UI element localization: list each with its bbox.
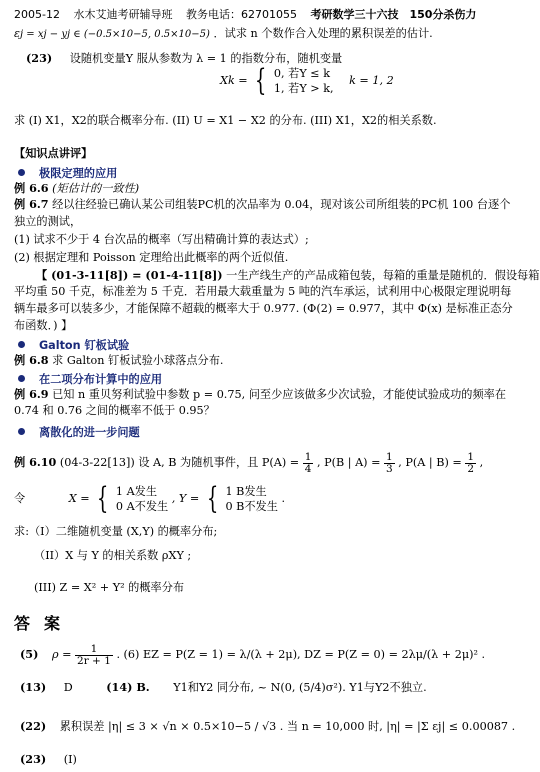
y-case-1: 1 B发生 xyxy=(225,485,267,498)
y-label: , Y = xyxy=(171,492,200,505)
header-school: 水木艾迪考研辅导班 xyxy=(73,8,173,21)
pab-text: , P(A | B) = xyxy=(398,456,462,469)
example-text: 求 Galton 钉板试验小球落点分布. xyxy=(52,354,224,367)
end-comma: , xyxy=(479,456,484,469)
xk-case-2: 1, 若Y > k, xyxy=(273,82,334,95)
example-6-9 xyxy=(14,387,506,402)
q23-text: 设随机变量Y 服从参数为 λ = 1 的指数分布，随机变量 xyxy=(69,52,343,65)
example-6-6 xyxy=(14,181,139,196)
bullet-icon xyxy=(18,169,25,176)
review-tag: 【知识点讲评】 xyxy=(14,146,93,160)
answer-22-text: 累积误差 |η| ≤ 3 × √n × 0.5×10−5 / √3 . 当 n = 10,000 时, |η| = |Σ εj| ≤ 0.00087 . xyxy=(59,720,516,733)
xk-case-1: 0, 若Y ≤ k xyxy=(273,67,330,80)
q23-number: (23) xyxy=(26,51,53,65)
example-label: 例 6.7 xyxy=(14,197,49,211)
example-6-7 xyxy=(14,197,510,212)
end-dot: . xyxy=(281,492,286,505)
answer-number: (5) xyxy=(20,647,39,661)
ling-text: 令 xyxy=(14,492,26,505)
header-title: 考研数学三十六技 150分杀伤力 xyxy=(310,8,477,21)
example-ref: (04-3-22[13]) xyxy=(59,456,135,469)
x-case-1: 1 A发生 xyxy=(115,485,158,498)
k-range: k = 1, 2 xyxy=(349,74,394,87)
bullet-icon xyxy=(18,341,25,348)
example-6-7-part2: (2) 根据定理和 Poisson 定理给出此概率的两个近似值. xyxy=(14,251,289,264)
brace-icon: { xyxy=(206,481,219,516)
y-cases xyxy=(225,484,277,514)
section-binomial xyxy=(18,371,162,387)
numerator: 1 xyxy=(75,644,113,656)
section-label: 离散化的进一步问题 xyxy=(39,426,140,439)
answer-number: (23) xyxy=(20,752,47,766)
fraction-pa xyxy=(303,452,314,475)
denominator: 2r + 1 xyxy=(77,654,111,667)
denominator: 2 xyxy=(467,462,475,475)
brace-icon: { xyxy=(255,63,267,98)
page-header xyxy=(14,6,529,22)
answer-13-text: D xyxy=(63,681,73,694)
answer-6-text: . (6) EZ = P(Z = 1) = λ/(λ + 2μ), DZ = P(Z = 0) = 2λμ/(λ + 2μ)² . xyxy=(116,648,486,661)
fraction-rho xyxy=(75,644,113,667)
answer-number: (14) B. xyxy=(106,680,150,694)
fraction-pba xyxy=(384,452,395,475)
section-label: 在二项分布计算中的应用 xyxy=(39,373,163,386)
note-ref: 【 (01-3-11[8]) = (01-4-11[8]) xyxy=(36,268,223,282)
example-6-10 xyxy=(14,449,483,476)
example-6-10-ask3: (III) Z = X² + Y² 的概率分布 xyxy=(34,581,185,594)
example-label: 例 6.9 xyxy=(14,387,49,401)
numerator: 1 xyxy=(386,450,393,463)
note-line-1 xyxy=(36,268,539,283)
x-cases xyxy=(116,484,168,514)
header-date: 2005-12 xyxy=(14,8,60,21)
example-label: 例 6.10 xyxy=(14,455,57,469)
xy-definition xyxy=(14,481,286,516)
example-6-8 xyxy=(14,353,223,368)
q23-stem xyxy=(14,51,342,66)
bullet-icon xyxy=(18,428,25,435)
answer-14-text: Y1和Y2 同分布, ~ N(0, (5/4)σ²). Y1与Y2不独立. xyxy=(173,681,427,694)
example-text: 设 A, B 为随机事件，且 P(A) = xyxy=(138,456,300,469)
answer-number: (22) xyxy=(20,719,47,733)
x-label: X = xyxy=(68,492,90,505)
example-6-7-cont: 独立的测试， xyxy=(14,215,82,228)
example-label: 例 6.8 xyxy=(14,353,49,367)
answers-title: 答案 xyxy=(14,614,75,633)
note-line-2: 平均重 50 千克，标准差为 5 千克．若用最大载重量为 5 吨的汽车承运，试利用中心极限定理说明每 xyxy=(14,285,512,298)
answer-5-6 xyxy=(14,641,485,668)
numerator: 1 xyxy=(467,450,475,463)
error-formula-text: ．试求 n 个数作合入处理的累积误差的估计. xyxy=(213,27,433,40)
pba-text: , P(B | A) = xyxy=(316,456,381,469)
example-text: 经以往经验已确认某公司组装PC机的次品率为 0.04，现对该公司所组装的PC机 100 台逐个 xyxy=(52,198,511,211)
section-discretization xyxy=(18,424,140,440)
example-text: (矩估计的一致性) xyxy=(52,182,140,195)
answer-22 xyxy=(14,719,515,734)
answer-number: (13) xyxy=(20,680,47,694)
x-case-2: 0 A不发生 xyxy=(115,500,169,513)
q23-ask: 求 (I) X1，X2的联合概率分布. (II) U = X1 − X2 的分布. (III) X1，X2的相关系数. xyxy=(14,114,437,127)
example-6-10-ask: 求:（I）二维随机变量 (X,Y) 的概率分布; xyxy=(14,525,218,538)
error-formula: j = xj − yj ∈ (−0.5×10−5, 0.5×10−5) xyxy=(20,29,210,40)
example-label: 例 6.6 xyxy=(14,181,49,195)
brace-icon: { xyxy=(97,481,109,516)
answer-23 xyxy=(14,752,77,767)
denominator: 4 xyxy=(304,462,312,475)
xk-cases xyxy=(274,66,334,96)
example-text: 已知 n 重贝努利试验中参数 p = 0.75, 问至少应该做多少次试验，才能使试验成功的频率在 xyxy=(52,388,507,401)
y-case-2: 0 B不发生 xyxy=(225,500,278,513)
xk-label: Xk = xyxy=(220,74,248,87)
note-line-3: 辆车最多可以装多少，才能保障不超载的概率大于 0.977. (Φ(2) = 0.977，其中 Φ(x) 是标准正态分 xyxy=(14,302,513,315)
rho-label: ρ = xyxy=(51,648,72,661)
note-line-4: 布函数．) 】 xyxy=(14,319,73,332)
error-formula-line xyxy=(14,27,433,42)
answer-23-text: (I) xyxy=(63,753,77,766)
answer-13-14 xyxy=(14,680,427,695)
section-limit-theorem xyxy=(18,165,117,181)
section-label: 极限定理的应用 xyxy=(39,167,118,180)
header-phone: 教务电话：62701055 xyxy=(185,8,297,21)
example-6-7-part1: (1) 试求不少于 4 台次品的概率（写出精确计算的表达式）; xyxy=(14,233,309,246)
section-label: Galton 钉板试验 xyxy=(39,339,130,352)
denominator: 3 xyxy=(386,462,393,475)
example-6-10-ask2: （II）X 与 Y 的相关系数 ρXY ; xyxy=(34,549,192,562)
fraction-pab xyxy=(465,452,476,475)
section-galton xyxy=(18,337,129,353)
q23-piecewise xyxy=(220,63,394,98)
bullet-icon xyxy=(18,375,25,382)
numerator: 1 xyxy=(304,450,312,463)
note-text: 一生产线生产的产品成箱包装，每箱的重量是随机的．假设每箱 xyxy=(226,269,540,282)
epsilon-symbol: ε xyxy=(14,27,21,40)
example-6-9-cont: 0.74 和 0.76 之间的概率不低于 0.95？ xyxy=(14,404,215,417)
